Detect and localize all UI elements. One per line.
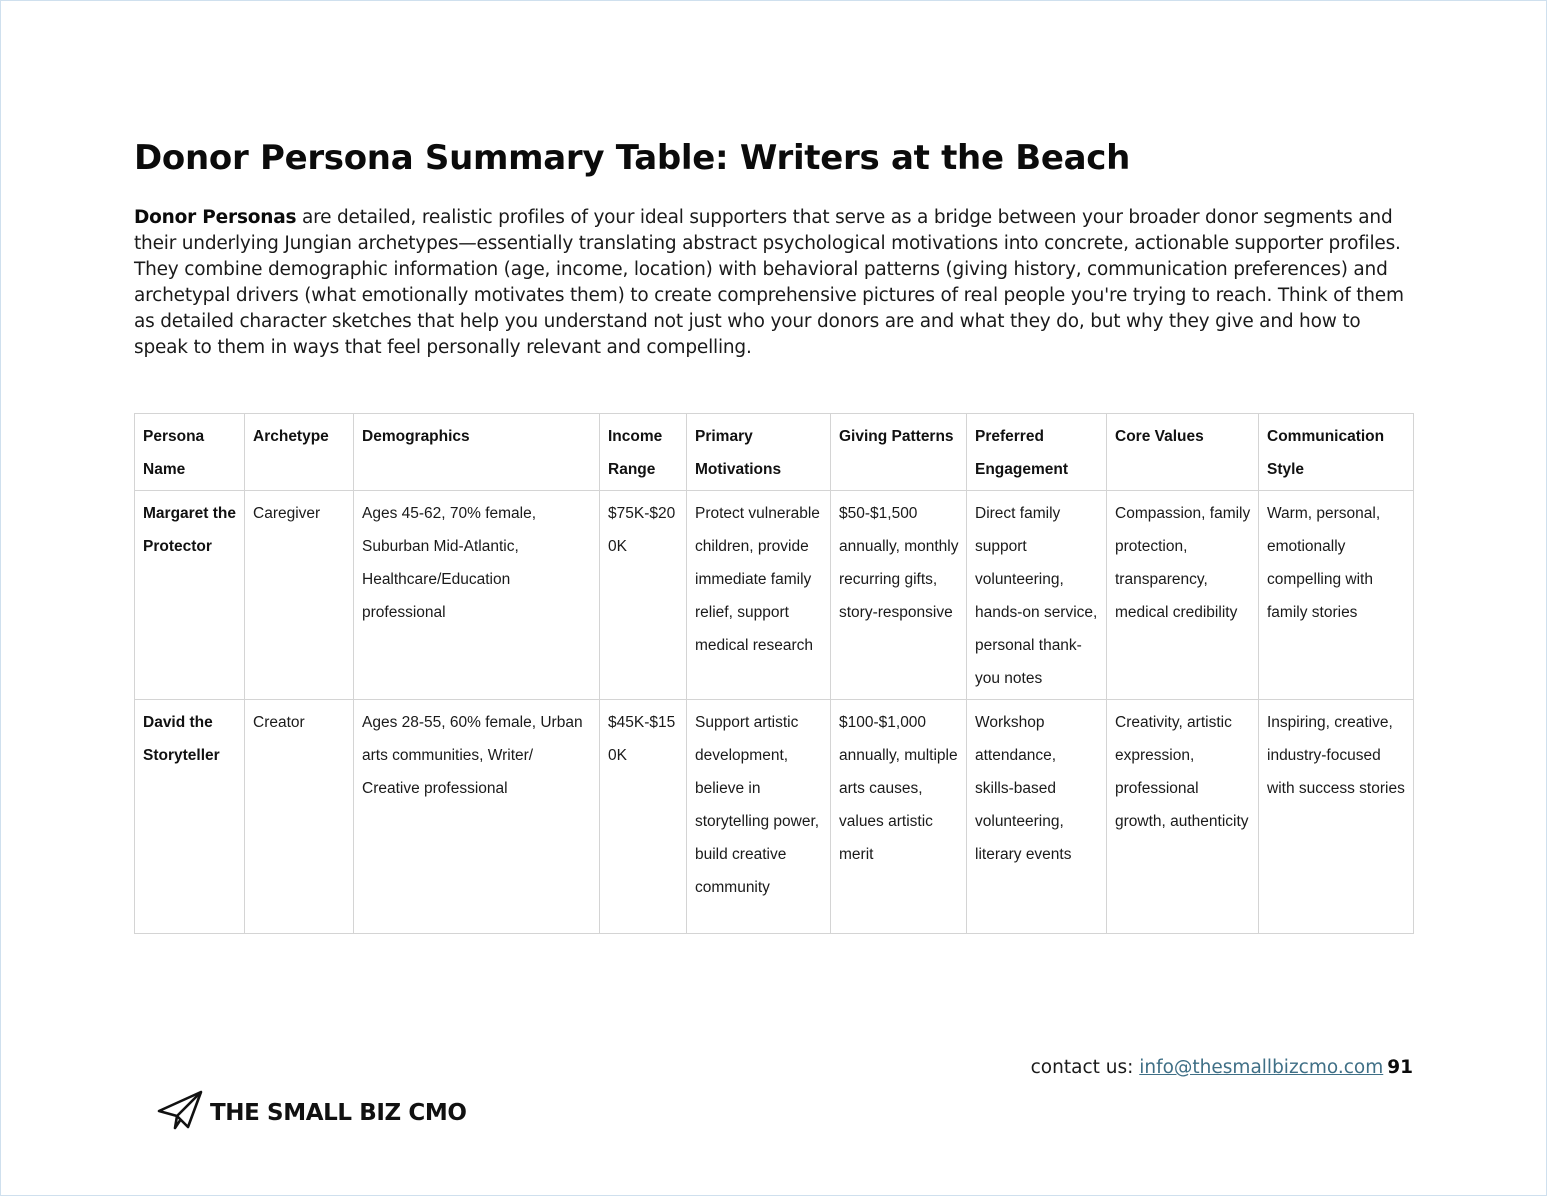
- cell-communication-style: Warm, personal, emotionally compelling with family stories: [1259, 491, 1414, 700]
- cell-preferred-engagement: Workshop attendance, skills-based volunteering, literary events: [967, 700, 1107, 934]
- header-core-values: Core Values: [1107, 414, 1259, 491]
- cell-income-range: $75K-$200K: [600, 491, 687, 700]
- header-preferred-engagement: Preferred Engagement: [967, 414, 1107, 491]
- header-persona-name: Persona Name: [135, 414, 245, 491]
- cell-primary-motivations: Protect vulnerable children, provide immediate family relief, support medical research: [687, 491, 831, 700]
- cell-giving-patterns: $50-$1,500 annually, monthly recurring gifts, story-responsive: [831, 491, 967, 700]
- footer-contact: [1031, 1057, 1413, 1078]
- header-primary-motivations: Primary Motivations: [687, 414, 831, 491]
- header-income-range: Income Range: [600, 414, 687, 491]
- brand-name: THE SMALL BIZ CMO: [210, 1099, 467, 1126]
- cell-demographics: Ages 28-55, 60% female, Urban arts communities, Writer/ Creative professional: [354, 700, 600, 934]
- contact-label: contact us:: [1030, 1057, 1140, 1078]
- table-header-row: [135, 414, 1414, 491]
- cell-persona-name: David the Storyteller: [135, 700, 245, 934]
- table-row: [135, 491, 1414, 700]
- cell-income-range: $45K-$150K: [600, 700, 687, 934]
- cell-archetype: Creator: [245, 700, 354, 934]
- page-number: 91: [1387, 1057, 1413, 1078]
- contact-email-link[interactable]: info@thesmallbizcmo.com: [1139, 1057, 1384, 1078]
- intro-paragraph: [134, 205, 1414, 361]
- brand-logo: [156, 1089, 467, 1136]
- header-giving-patterns: Giving Patterns: [831, 414, 967, 491]
- intro-bold-term: Donor Personas: [134, 207, 297, 228]
- cell-giving-patterns: $100-$1,000 annually, multiple arts causes, values artistic merit: [831, 700, 967, 934]
- cell-communication-style: Inspiring, creative, industry-focused with success stories: [1259, 700, 1414, 934]
- header-demographics: Demographics: [354, 414, 600, 491]
- cell-preferred-engagement: Direct family support volunteering, hands-on service, personal thank-you notes: [967, 491, 1107, 700]
- cell-demographics: Ages 45-62, 70% female, Suburban Mid-Atlantic, Healthcare/Education professional: [354, 491, 600, 700]
- paper-plane-icon: [156, 1089, 204, 1136]
- persona-table: [134, 413, 1414, 934]
- cell-archetype: Caregiver: [245, 491, 354, 700]
- header-communication-style: Communication Style: [1259, 414, 1414, 491]
- cell-primary-motivations: Support artistic development, believe in storytelling power, build creative community: [687, 700, 831, 934]
- table-row: [135, 700, 1414, 934]
- cell-persona-name: Margaret the Protector: [135, 491, 245, 700]
- header-archetype: Archetype: [245, 414, 354, 491]
- cell-core-values: Creativity, artistic expression, professional growth, authenticity: [1107, 700, 1259, 934]
- page-title: Donor Persona Summary Table: Writers at the Beach: [134, 138, 1131, 178]
- cell-core-values: Compassion, family protection, transparency, medical credibility: [1107, 491, 1259, 700]
- intro-text: are detailed, realistic profiles of your ideal supporters that serve as a bridge between your broader donor segments and their underlying Jungian archetypes—essentially translating abstract psychological motivations into concrete, actionable supporter profiles. They combine demographic information (age, income, location) with behavioral patterns (giving history, communication preferences) and archetypal drivers (what emotionally motivates them) to create comprehensive pictures of real people you're trying to reach. Think of them as detailed character sketches that help you understand not just who your donors are and what they do, but why they give and how to speak to them in ways that feel personally relevant and compelling.: [134, 207, 1404, 358]
